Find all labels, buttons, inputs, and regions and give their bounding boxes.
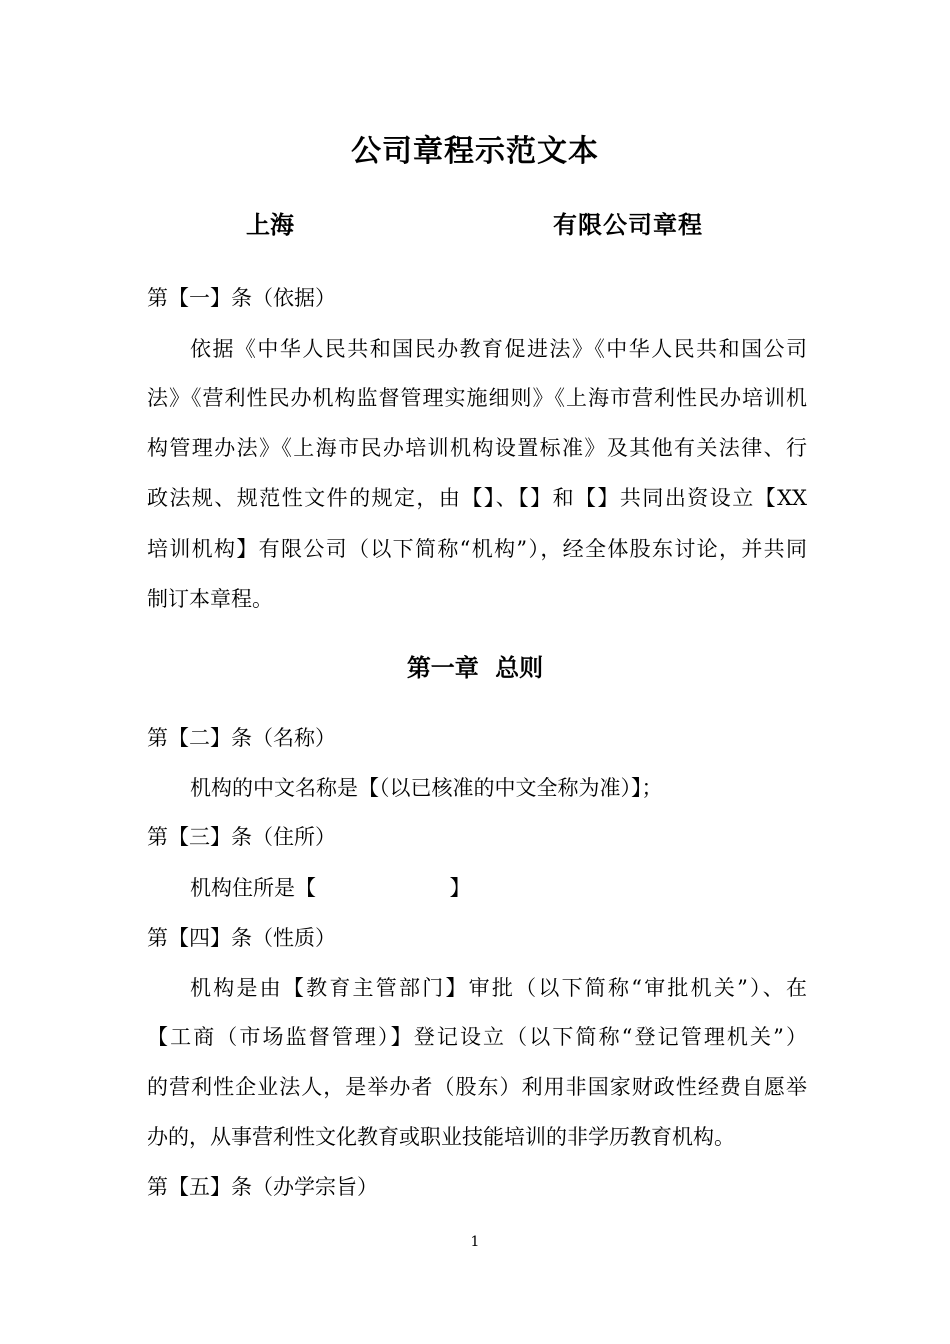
article-4-line-4: 办的，从事营利性文化教育或职业技能培训的非学历教育机构。	[147, 1125, 735, 1149]
subtitle-company-charter: 有限公司章程	[553, 210, 703, 239]
document-title: 公司章程示范文本	[351, 134, 599, 169]
article-2-heading: 第【二】条（名称）	[147, 726, 336, 750]
article-2-line-1: 机构的中文名称是【（以已核准的中文全称为准）】；	[190, 776, 663, 800]
article-4-line-1: 机构是由【教育主管部门】审批（以下简称“审批机关”）、在	[190, 976, 807, 1000]
article-3-line-1: 机构住所是【 】	[190, 876, 471, 900]
article-1-line-2: 法》《营利性民办机构监督管理实施细则》《上海市营利性民办培训机	[147, 386, 807, 410]
article-1-line-4: 政法规、规范性文件的规定，由【】、【】和【】共同出资设立【XX	[147, 486, 807, 510]
article-1-line-5: 培训机构】有限公司（以下简称“机构”），经全体股东讨论，并共同	[147, 537, 807, 561]
article-4-heading: 第【四】条（性质）	[147, 926, 336, 950]
chapter-heading: 第一章 总则	[406, 653, 544, 682]
subtitle-city: 上海	[246, 210, 294, 239]
article-3-heading: 第【三】条（住所）	[147, 825, 336, 849]
article-1-heading: 第【一】条（依据）	[147, 286, 336, 310]
article-1-line-3: 构管理办法》《上海市民办培训机构设置标准》及其他有关法律、行	[147, 436, 807, 460]
page-number: 1	[470, 1234, 480, 1250]
article-1-line-6: 制订本章程。	[147, 587, 273, 611]
article-4-line-3: 的营利性企业法人，是举办者（股东）利用非国家财政性经费自愿举	[147, 1075, 807, 1099]
article-5-heading: 第【五】条（办学宗旨）	[147, 1175, 378, 1199]
article-4-line-2: 【工商（市场监督管理）】登记设立（以下简称“登记管理机关”）	[147, 1025, 807, 1049]
article-1-line-1: 依据《中华人民共和国民办教育促进法》《中华人民共和国公司	[190, 337, 807, 361]
